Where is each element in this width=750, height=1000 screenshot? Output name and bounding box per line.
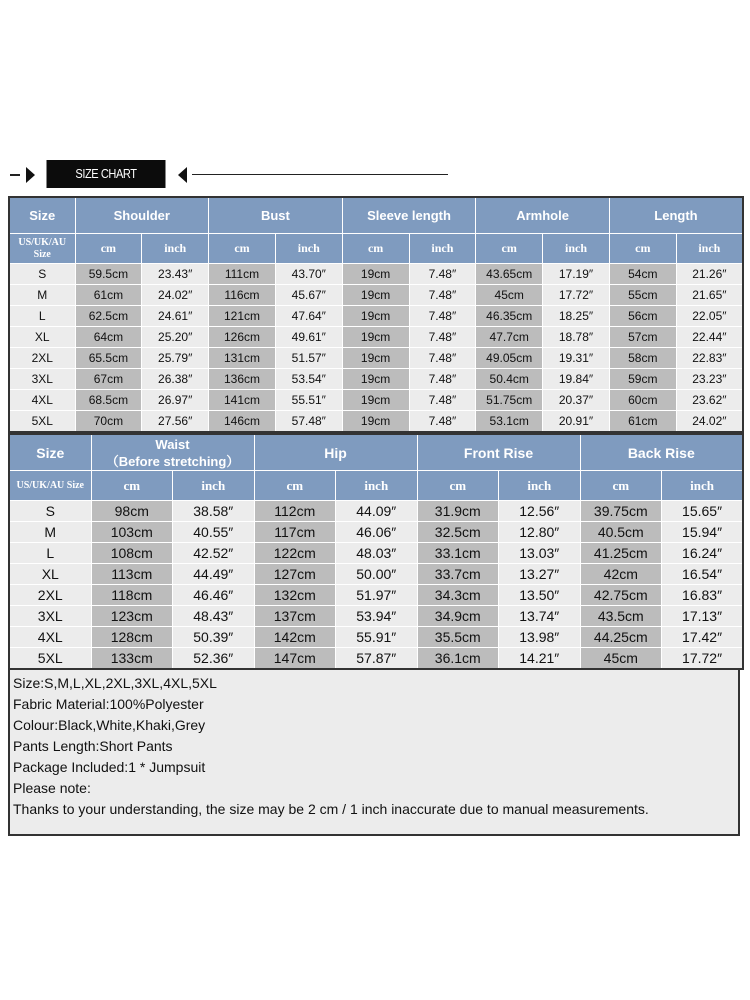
cm-cell: 50.4cm [476, 369, 543, 390]
size-cell: XL [9, 564, 91, 585]
inch-cell: 24.02″ [142, 285, 209, 306]
group-header-waist [91, 434, 254, 471]
bottom-size-table [8, 433, 744, 670]
size-cell: 4XL [9, 390, 75, 411]
unit-cm: cm [91, 471, 173, 501]
cm-cell: 108cm [91, 543, 173, 564]
top-table-group-header [9, 197, 743, 234]
cm-cell: 31.9cm [417, 501, 499, 522]
inch-cell: 17.72″ [662, 648, 744, 670]
inch-cell: 46.06″ [336, 522, 418, 543]
inch-cell: 13.98″ [499, 627, 581, 648]
cm-cell: 67cm [75, 369, 142, 390]
size-header: Size [9, 434, 91, 471]
size-cell: 5XL [9, 648, 91, 670]
group-header-length: Length [609, 197, 743, 234]
inch-cell: 17.72″ [543, 285, 610, 306]
inch-cell: 19.84″ [543, 369, 610, 390]
inch-cell: 42.52″ [173, 543, 255, 564]
cm-cell: 19cm [342, 327, 409, 348]
unit-inch: inch [676, 234, 743, 264]
inch-cell: 47.64″ [275, 306, 342, 327]
cm-cell: 46.35cm [476, 306, 543, 327]
group-header-back-rise: Back Rise [580, 434, 743, 471]
inch-cell: 43.70″ [275, 264, 342, 285]
note-line: Colour:Black,White,Khaki,Grey [13, 717, 206, 733]
inch-cell: 20.37″ [543, 390, 610, 411]
inch-cell: 13.50″ [499, 585, 581, 606]
inch-cell: 57.48″ [275, 411, 342, 433]
inch-cell: 7.48″ [409, 285, 476, 306]
inch-cell: 7.48″ [409, 327, 476, 348]
cm-cell: 133cm [91, 648, 173, 670]
cm-cell: 19cm [342, 285, 409, 306]
region-size-header: US/UK/AU Size [9, 234, 75, 264]
bottom-table-unit-header [9, 471, 743, 501]
inch-cell: 44.09″ [336, 501, 418, 522]
cm-cell: 54cm [609, 264, 676, 285]
inch-cell: 48.03″ [336, 543, 418, 564]
cm-cell: 19cm [342, 390, 409, 411]
cm-cell: 131cm [209, 348, 276, 369]
table-row [9, 348, 743, 369]
size-cell: XL [9, 327, 75, 348]
inch-cell: 7.48″ [409, 264, 476, 285]
inch-cell: 16.83″ [662, 585, 744, 606]
cm-cell: 42cm [580, 564, 662, 585]
inch-cell: 7.48″ [409, 348, 476, 369]
inch-cell: 7.48″ [409, 411, 476, 433]
inch-cell: 48.43″ [173, 606, 255, 627]
cm-cell: 98cm [91, 501, 173, 522]
inch-cell: 51.97″ [336, 585, 418, 606]
inch-cell: 26.97″ [142, 390, 209, 411]
inch-cell: 40.55″ [173, 522, 255, 543]
cm-cell: 62.5cm [75, 306, 142, 327]
cm-cell: 113cm [91, 564, 173, 585]
cm-cell: 35.5cm [417, 627, 499, 648]
inch-cell: 24.61″ [142, 306, 209, 327]
cm-cell: 137cm [254, 606, 336, 627]
table-row [9, 264, 743, 285]
size-cell: M [9, 522, 91, 543]
cm-cell: 49.05cm [476, 348, 543, 369]
unit-inch: inch [142, 234, 209, 264]
table-row [9, 390, 743, 411]
unit-cm: cm [75, 234, 142, 264]
inch-cell: 21.65″ [676, 285, 743, 306]
cm-cell: 127cm [254, 564, 336, 585]
size-cell: S [9, 264, 75, 285]
cm-cell: 103cm [91, 522, 173, 543]
inch-cell: 53.54″ [275, 369, 342, 390]
table-row [9, 543, 743, 564]
inch-cell: 22.05″ [676, 306, 743, 327]
cm-cell: 57cm [609, 327, 676, 348]
table-row [9, 564, 743, 585]
cm-cell: 36.1cm [417, 648, 499, 670]
unit-cm: cm [209, 234, 276, 264]
cm-cell: 65.5cm [75, 348, 142, 369]
unit-inch: inch [275, 234, 342, 264]
cm-cell: 132cm [254, 585, 336, 606]
unit-inch: inch [543, 234, 610, 264]
product-notes [8, 668, 740, 836]
size-cell: S [9, 501, 91, 522]
size-chart-title: SIZE CHART [47, 160, 166, 188]
inch-cell: 23.23″ [676, 369, 743, 390]
cm-cell: 32.5cm [417, 522, 499, 543]
size-cell: 2XL [9, 348, 75, 369]
inch-cell: 25.79″ [142, 348, 209, 369]
unit-inch: inch [173, 471, 255, 501]
cm-cell: 40.5cm [580, 522, 662, 543]
size-cell: L [9, 306, 75, 327]
cm-cell: 126cm [209, 327, 276, 348]
group-header-armhole: Armhole [476, 197, 610, 234]
inch-cell: 16.24″ [662, 543, 744, 564]
cm-cell: 112cm [254, 501, 336, 522]
size-cell: L [9, 543, 91, 564]
cm-cell: 45cm [476, 285, 543, 306]
inch-cell: 53.94″ [336, 606, 418, 627]
inch-cell: 13.03″ [499, 543, 581, 564]
cm-cell: 39.75cm [580, 501, 662, 522]
cm-cell: 19cm [342, 264, 409, 285]
cm-cell: 45cm [580, 648, 662, 670]
group-header-bust: Bust [209, 197, 343, 234]
inch-cell: 26.38″ [142, 369, 209, 390]
note-line: Fabric Material:100%Polyester [13, 696, 204, 712]
inch-cell: 44.49″ [173, 564, 255, 585]
inch-cell: 16.54″ [662, 564, 744, 585]
cm-cell: 19cm [342, 411, 409, 433]
unit-cm: cm [609, 234, 676, 264]
inch-cell: 24.02″ [676, 411, 743, 433]
unit-inch: inch [409, 234, 476, 264]
inch-cell: 18.78″ [543, 327, 610, 348]
header-rule [192, 174, 448, 175]
cm-cell: 141cm [209, 390, 276, 411]
size-cell: 5XL [9, 411, 75, 433]
cm-cell: 19cm [342, 348, 409, 369]
table-row [9, 585, 743, 606]
inch-cell: 7.48″ [409, 390, 476, 411]
note-line: Thanks to your understanding, the size may be 2 cm / 1 inch inaccurate due to manual measurements. [13, 801, 649, 817]
inch-cell: 22.44″ [676, 327, 743, 348]
cm-cell: 122cm [254, 543, 336, 564]
inch-cell: 14.21″ [499, 648, 581, 670]
triangle-left-icon [26, 167, 35, 183]
table-row [9, 627, 743, 648]
inch-cell: 25.20″ [142, 327, 209, 348]
inch-cell: 23.43″ [142, 264, 209, 285]
cm-cell: 59.5cm [75, 264, 142, 285]
cm-cell: 34.9cm [417, 606, 499, 627]
table-row [9, 648, 743, 670]
cm-cell: 41.25cm [580, 543, 662, 564]
group-header-hip: Hip [254, 434, 417, 471]
table-row [9, 501, 743, 522]
cm-cell: 58cm [609, 348, 676, 369]
cm-cell: 53.1cm [476, 411, 543, 433]
table-row [9, 369, 743, 390]
note-line: Please note: [13, 780, 91, 796]
cm-cell: 42.75cm [580, 585, 662, 606]
size-header: Size [9, 197, 75, 234]
cm-cell: 147cm [254, 648, 336, 670]
table-row [9, 327, 743, 348]
cm-cell: 111cm [209, 264, 276, 285]
size-cell: 2XL [9, 585, 91, 606]
inch-cell: 52.36″ [173, 648, 255, 670]
bottom-table-group-header [9, 434, 743, 471]
inch-cell: 17.42″ [662, 627, 744, 648]
note-line: Pants Length:Short Pants [13, 738, 173, 754]
size-cell: M [9, 285, 75, 306]
inch-cell: 12.56″ [499, 501, 581, 522]
inch-cell: 18.25″ [543, 306, 610, 327]
group-header-shoulder: Shoulder [75, 197, 209, 234]
inch-cell: 21.26″ [676, 264, 743, 285]
table-row [9, 411, 743, 433]
table-row [9, 285, 743, 306]
inch-cell: 55.51″ [275, 390, 342, 411]
unit-cm: cm [417, 471, 499, 501]
inch-cell: 50.00″ [336, 564, 418, 585]
inch-cell: 27.56″ [142, 411, 209, 433]
group-header-sleeve-length: Sleeve length [342, 197, 476, 234]
inch-cell: 45.67″ [275, 285, 342, 306]
table-row [9, 306, 743, 327]
inch-cell: 17.19″ [543, 264, 610, 285]
top-table-unit-header [9, 234, 743, 264]
unit-inch: inch [336, 471, 418, 501]
cm-cell: 34.3cm [417, 585, 499, 606]
size-cell: 4XL [9, 627, 91, 648]
cm-cell: 70cm [75, 411, 142, 433]
cm-cell: 60cm [609, 390, 676, 411]
cm-cell: 116cm [209, 285, 276, 306]
top-table-body [9, 264, 743, 433]
waist-label: Waist [155, 436, 190, 452]
cm-cell: 136cm [209, 369, 276, 390]
inch-cell: 23.62″ [676, 390, 743, 411]
table-row [9, 522, 743, 543]
unit-cm: cm [342, 234, 409, 264]
cm-cell: 19cm [342, 369, 409, 390]
cm-cell: 64cm [75, 327, 142, 348]
inch-cell: 17.13″ [662, 606, 744, 627]
region-size-header: US/UK/AU Size [9, 471, 91, 501]
cm-cell: 61cm [75, 285, 142, 306]
cm-cell: 51.75cm [476, 390, 543, 411]
unit-cm: cm [254, 471, 336, 501]
inch-cell: 12.80″ [499, 522, 581, 543]
top-size-table [8, 196, 744, 433]
size-chart-header [0, 158, 750, 192]
cm-cell: 43.5cm [580, 606, 662, 627]
waist-note: （Before stretching） [105, 453, 240, 469]
triangle-right-icon [178, 167, 187, 183]
inch-cell: 7.48″ [409, 306, 476, 327]
cm-cell: 68.5cm [75, 390, 142, 411]
cm-cell: 33.1cm [417, 543, 499, 564]
unit-inch: inch [499, 471, 581, 501]
group-header-front-rise: Front Rise [417, 434, 580, 471]
note-line: Size:S,M,L,XL,2XL,3XL,4XL,5XL [13, 675, 217, 691]
cm-cell: 121cm [209, 306, 276, 327]
header-dash [10, 174, 20, 176]
table-row [9, 606, 743, 627]
cm-cell: 146cm [209, 411, 276, 433]
cm-cell: 117cm [254, 522, 336, 543]
size-cell: 3XL [9, 369, 75, 390]
size-cell: 3XL [9, 606, 91, 627]
inch-cell: 22.83″ [676, 348, 743, 369]
cm-cell: 61cm [609, 411, 676, 433]
unit-cm: cm [580, 471, 662, 501]
inch-cell: 15.65″ [662, 501, 744, 522]
inch-cell: 20.91″ [543, 411, 610, 433]
cm-cell: 123cm [91, 606, 173, 627]
inch-cell: 13.27″ [499, 564, 581, 585]
inch-cell: 46.46″ [173, 585, 255, 606]
bottom-table-body [9, 501, 743, 670]
inch-cell: 15.94″ [662, 522, 744, 543]
cm-cell: 56cm [609, 306, 676, 327]
cm-cell: 59cm [609, 369, 676, 390]
cm-cell: 44.25cm [580, 627, 662, 648]
cm-cell: 33.7cm [417, 564, 499, 585]
inch-cell: 55.91″ [336, 627, 418, 648]
unit-cm: cm [476, 234, 543, 264]
note-line: Package Included:1 * Jumpsuit [13, 759, 206, 775]
inch-cell: 49.61″ [275, 327, 342, 348]
cm-cell: 19cm [342, 306, 409, 327]
cm-cell: 55cm [609, 285, 676, 306]
inch-cell: 13.74″ [499, 606, 581, 627]
inch-cell: 19.31″ [543, 348, 610, 369]
inch-cell: 51.57″ [275, 348, 342, 369]
cm-cell: 47.7cm [476, 327, 543, 348]
cm-cell: 142cm [254, 627, 336, 648]
cm-cell: 128cm [91, 627, 173, 648]
cm-cell: 43.65cm [476, 264, 543, 285]
cm-cell: 118cm [91, 585, 173, 606]
inch-cell: 7.48″ [409, 369, 476, 390]
unit-inch: inch [662, 471, 744, 501]
inch-cell: 50.39″ [173, 627, 255, 648]
inch-cell: 38.58″ [173, 501, 255, 522]
inch-cell: 57.87″ [336, 648, 418, 670]
